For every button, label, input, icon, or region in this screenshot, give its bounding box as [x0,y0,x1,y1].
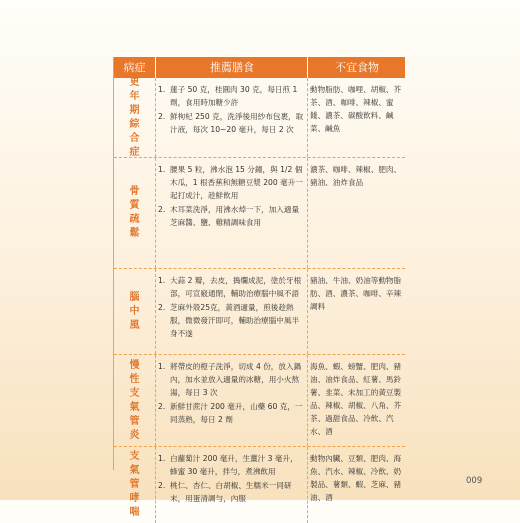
recipe-item: 2. 鮮枸杞 250 克，洗淨後用紗布包裹，取汁液，每次 10~20 毫升，每日 2 次 [158,112,304,134]
recipe-item: 1. 腰果 5 粒，沸水泡 15 分鐘，與 1/2 個木瓜，1 根香蕉和無糖豆漿 200 毫升一起打成汁，趁鮮飲用 [158,165,303,200]
header-recommended-diet: 推薦膳食 [155,57,308,78]
recipe-item: 1. 白蘿蔔汁 200 毫升，生薑汁 3 毫升，蜂蜜 30 毫升，拌勻，煮沸飲用 [158,454,298,476]
recommended-diet-cell [158,83,305,137]
recipe-item: 1. 將帶皮的橙子洗淨，切成 4 份，放入鍋內，加水並放入適量的冰糖，用小火熬湯，每日 3 次 [158,362,302,397]
table-row [114,269,405,355]
disease-name: 慢性支氣管炎 [129,359,140,441]
recommended-diet-cell [158,360,305,427]
header-disease: 病症 [123,61,146,74]
recommended-diet-cell [158,163,305,230]
recipe-item: 2. 芝麻外殼25克，黃酒適量，煎後趁熱服，微微發汗即可，輔助治療腦中風半身不遂 [158,303,300,338]
disease-name: 腦中風 [129,291,140,331]
foods-to-avoid-cell: 海魚、蝦、螃蟹、肥肉、豬油、油炸食品、紅薯、馬鈴薯、韭菜、未加工的黃豆製品、辣椒、胡椒、八角、芥茶、過甜食品、冷飲、汽水、酒 [310,362,402,436]
recipe-item: 2. 木耳菜洗淨，用沸水焯一下，加入適量芝麻醬、鹽、雞精調味食用 [158,205,300,227]
disease-name: 骨質疏鬆 [129,186,140,239]
diet-table [113,57,404,518]
foods-to-avoid-cell: 動物內臟、豆類、肥肉、海魚、汽水、辣椒、冷飲、奶製品、薯類、蝦、芝麻、豬油、酒 [310,454,402,502]
table-row [114,447,405,523]
foods-to-avoid-cell: 動物脂肪、咖哩、胡椒、芥茶、酒、咖啡、辣椒、蜜餞、濃茶、碳酸飲料、鹹菜、鹹魚 [310,85,402,133]
recommended-diet-cell [158,274,305,341]
disease-name: 更年期綜合症 [129,76,140,158]
table-row [114,158,405,269]
recommended-diet-cell [158,452,305,506]
table-row [114,355,405,447]
table-row [114,78,405,158]
recipe-item: 2. 桃仁、杏仁、白胡椒、生糯米一同研末，用蛋清調勻，內服 [158,481,292,503]
recipe-item: 2. 新鮮甘蔗汁 200 毫升，山藥 60 克，一同蒸熟，每日 2 劑 [158,402,303,424]
recipe-item: 1. 蓮子 50 克，桂圓肉 30 克，每日煎 1 劑，食用時加糖少許 [158,85,298,107]
foods-to-avoid-cell: 豬油、牛油、奶油等動物脂肪、酒、濃茶、咖啡、辛辣調料 [310,276,402,311]
disease-name: 支氣管哮喘 [129,451,140,518]
table-header [114,57,405,78]
foods-to-avoid-cell: 濃茶、咖啡、辣椒、肥肉、豬油、油炸食品 [310,165,402,187]
header-foods-to-avoid: 不宜食物 [307,57,406,78]
page-number: 009 [466,476,483,486]
recipe-item: 1. 大蒜 2 瓣，去皮，搗爛成泥，塗於牙根部，可宣竅通閉，輔助治療腦中風不語 [158,276,302,298]
